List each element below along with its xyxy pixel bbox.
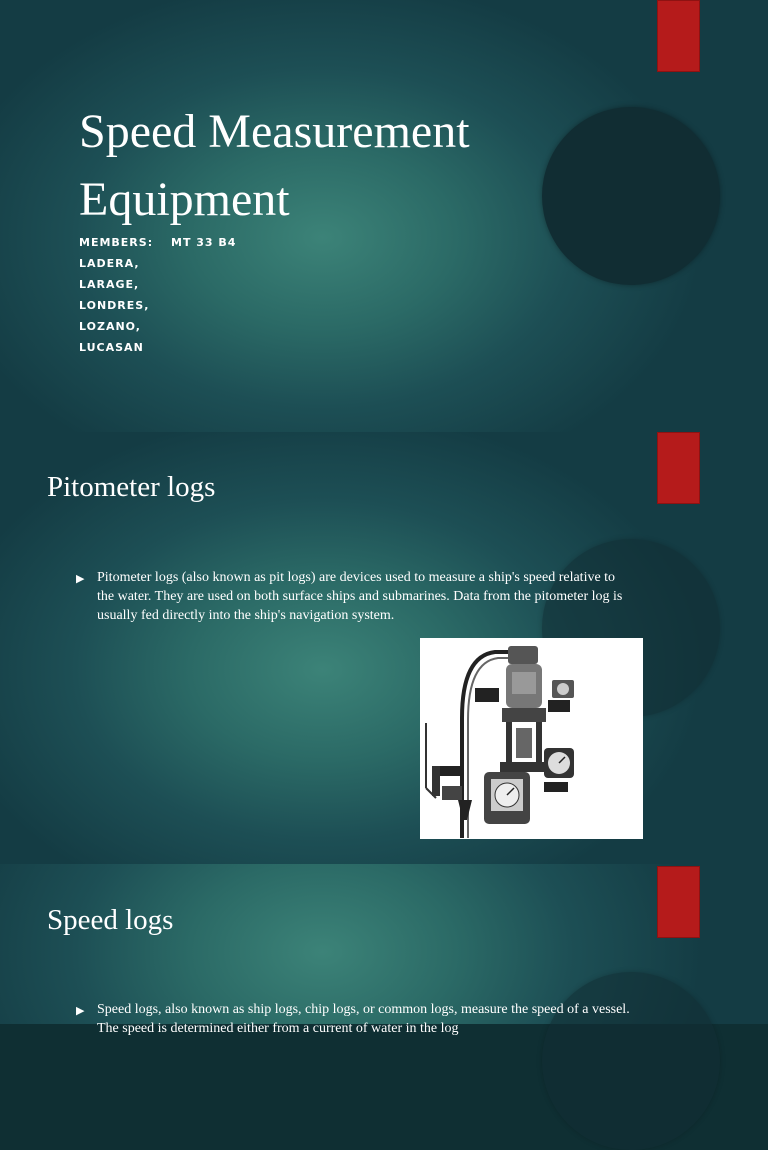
- title-line-1: Speed Measurement: [79, 105, 470, 158]
- members-list: [79, 232, 236, 358]
- bullet-item: [76, 1000, 631, 1038]
- bullet-text: Pitometer logs (also known as pit logs) are devices used to measure a ship's speed relative to the water. They are used on both surface ships and submarines. Data from the pitometer log is usually fed directly into the ship's navigation system.: [97, 570, 623, 623]
- slide-heading: Speed logs: [47, 904, 174, 936]
- pitometer-log-diagram: [420, 638, 643, 839]
- bullet-item: [76, 568, 631, 625]
- speed-logs-slide: [0, 864, 768, 1036]
- class-code: MT 33 B4: [171, 236, 237, 249]
- accent-bar: [657, 0, 700, 72]
- accent-bar: [657, 432, 700, 504]
- title-slide: [0, 0, 768, 432]
- member-name: LUCASAN: [79, 341, 144, 354]
- pitometer-slide: [0, 432, 768, 864]
- members-label: MEMBERS:: [79, 236, 154, 249]
- member-name: LONDRES,: [79, 299, 150, 312]
- slide-title: [79, 98, 470, 234]
- member-name: LADERA,: [79, 257, 140, 270]
- slide-heading: Pitometer logs: [47, 471, 216, 503]
- accent-bar: [657, 866, 700, 938]
- pitometer-equipment-illustration: [420, 638, 643, 839]
- member-name: LOZANO,: [79, 320, 141, 333]
- triangle-bullet-icon: ▶: [76, 1005, 85, 1017]
- title-line-2: Equipment: [79, 173, 290, 226]
- decorative-circle: [542, 107, 720, 285]
- member-name: LARAGE,: [79, 278, 140, 291]
- triangle-bullet-icon: ▶: [76, 573, 85, 585]
- bullet-text: Speed logs, also known as ship logs, chip logs, or common logs, measure the speed of a vessel. The speed is determined either from a current of water in the log: [97, 1002, 630, 1036]
- decorative-circle: [542, 972, 720, 1150]
